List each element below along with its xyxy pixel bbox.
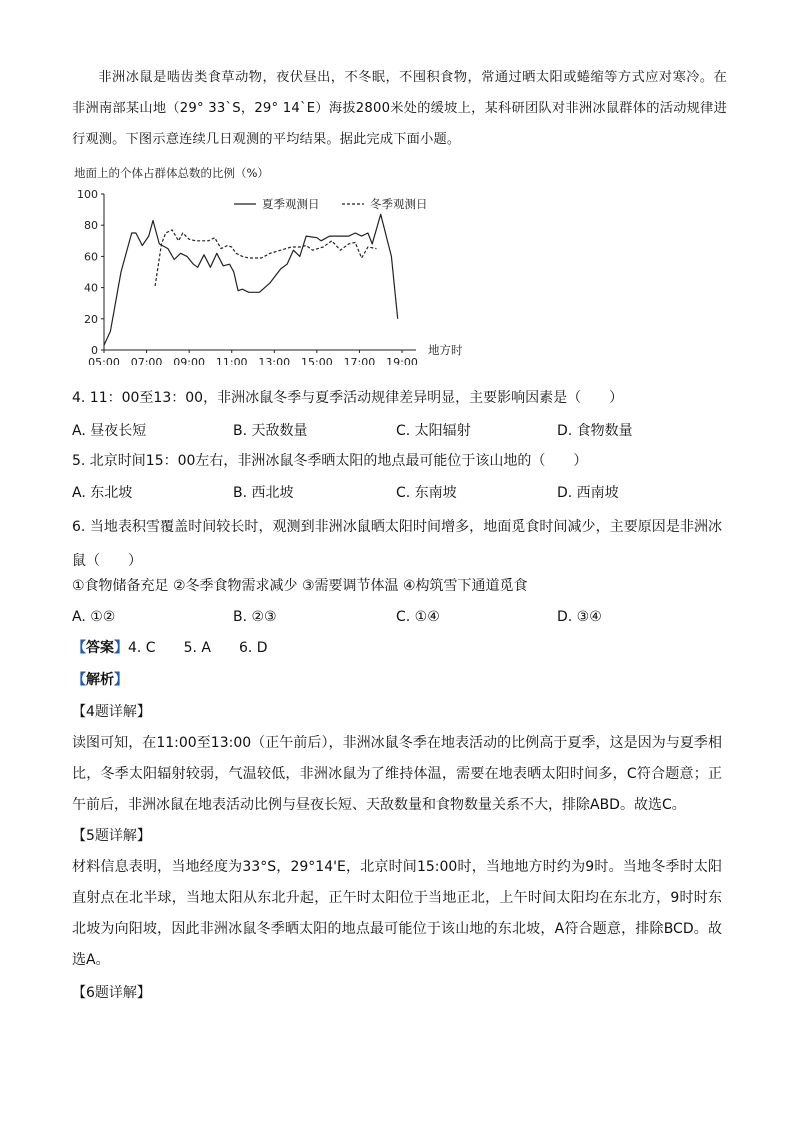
chart-title: 地面上的个体占群体总数的比例（%） [74,166,269,180]
q4-option-c: C. 太阳辐射 [396,423,471,439]
detail-4-label: 4题详解 [86,704,137,720]
q6-statements: ①食物储备充足 ②冬季食物需求减少 ③需要调节体温 ④构筑雪下通道觅食 [72,578,528,594]
series-line-summer [104,214,398,345]
q4-option-d: D. 食物数量 [557,423,633,439]
q4-option-a: A. 昼夜长短 [72,423,147,439]
answer-text: 4. C 5. A 6. D [128,640,268,656]
q6-option-c: C. ①④ [396,609,440,625]
detail-4-heading: 【4题详解】 [72,704,151,720]
q6-option-d: D. ③④ [557,609,602,625]
detail-5-text: 材料信息表明，当地经度为33°S，29°14'E，北京时间15:00时，当地地方时约为9时。当地冬季时太阳直射点在北半球，当地太阳从东北升起，正午时太阳位于当地正北，上午时间太阳均在东北方，9时时东北坡为向阳坡，因此非洲冰鼠冬季晒太阳的地点最可能位于该山地的东北坡，A符合题意，排除BCD。故选A。 [72,859,722,968]
analysis-heading: 【解析】 [72,672,128,688]
question-4: 4. 11：00至13：00，非洲冰鼠冬季与夏季活动规律差异明显，主要影响因素是（ ） [72,390,624,406]
legend-summer-label: 夏季观测日 [262,197,320,211]
legend-winter-label: 冬季观测日 [370,197,428,211]
detail-5-heading: 【5题详解】 [72,828,151,844]
intro-text: 非洲冰鼠是啮齿类食草动物，夜伏昼出，不冬眠，不囤积食物，常通过晒太阳或蜷缩等方式应对寒冷。在非洲南部某山地（29° 33`S，29° 14`E）海拔2800米处的缓坡上，某科研团队对非洲冰鼠群体的活动规律进行观测。下图示意连续几日观测的平均结果。据此完成下面小题。 [72,70,727,147]
y-tick-label: 0 [91,344,98,357]
x-tick-label: 05:00 [88,356,120,365]
x-tick-label: 13:00 [258,356,291,365]
activity-chart [62,160,482,365]
x-tick-label: 19:00 [386,356,418,365]
answer-label: 答案 [86,640,114,656]
detail-5-label: 5题详解 [86,828,137,844]
answer-line: 【答案】4. C 5. A 6. D [72,640,268,656]
chart-svg [62,160,482,365]
x-tick-label: 09:00 [173,356,205,365]
y-tick-label: 20 [84,312,98,326]
x-tick-label: 15:00 [301,356,333,365]
y-tick-label: 60 [84,250,98,264]
analysis-label: 解析 [86,672,114,688]
q5-option-c: C. 东南坡 [396,485,457,501]
q5-option-a: A. 东北坡 [72,485,133,501]
y-tick-label: 100 [77,188,98,201]
question-5: 5. 北京时间15：00左右，非洲冰鼠冬季晒太阳的地点最可能位于该山地的（ ） [72,453,588,469]
detail-4-text: 读图可知，在11:00至13:00（正午前后），非洲冰鼠冬季在地表活动的比例高于夏季，这是因为与夏季相比，冬季太阳辐射较弱，气温较低，非洲冰鼠为了维持体温，需要在地表晒太阳时间多，C符合题意；正午前后，非洲冰鼠在地表活动比例与昼夜长短、天敌数量和食物数量关系不大，排除ABD。故选C。 [72,735,722,813]
q6-option-a: A. ①② [72,609,116,625]
q5-option-d: D. 西南坡 [557,485,619,501]
q5-option-b: B. 西北坡 [233,485,294,501]
y-tick-label: 80 [84,219,98,233]
intro-paragraph [72,62,727,155]
x-tick-label: 17:00 [343,356,376,365]
detail-6-label: 6题详解 [86,985,137,1001]
detail-6-heading: 【6题详解】 [72,985,151,1001]
x-tick-label: 11:00 [215,356,248,365]
question-6: 6. 当地表积雪覆盖时间较长时，观测到非洲冰鼠晒太阳时间增多，地面觅食时间减少，主要原因是非洲冰鼠（ ） [72,519,722,569]
x-axis-label: 地方时 [428,343,463,357]
q6-option-b: B. ②③ [233,609,277,625]
q4-option-b: B. 天敌数量 [233,423,308,439]
y-tick-label: 40 [84,281,98,295]
x-tick-label: 07:00 [130,356,163,365]
